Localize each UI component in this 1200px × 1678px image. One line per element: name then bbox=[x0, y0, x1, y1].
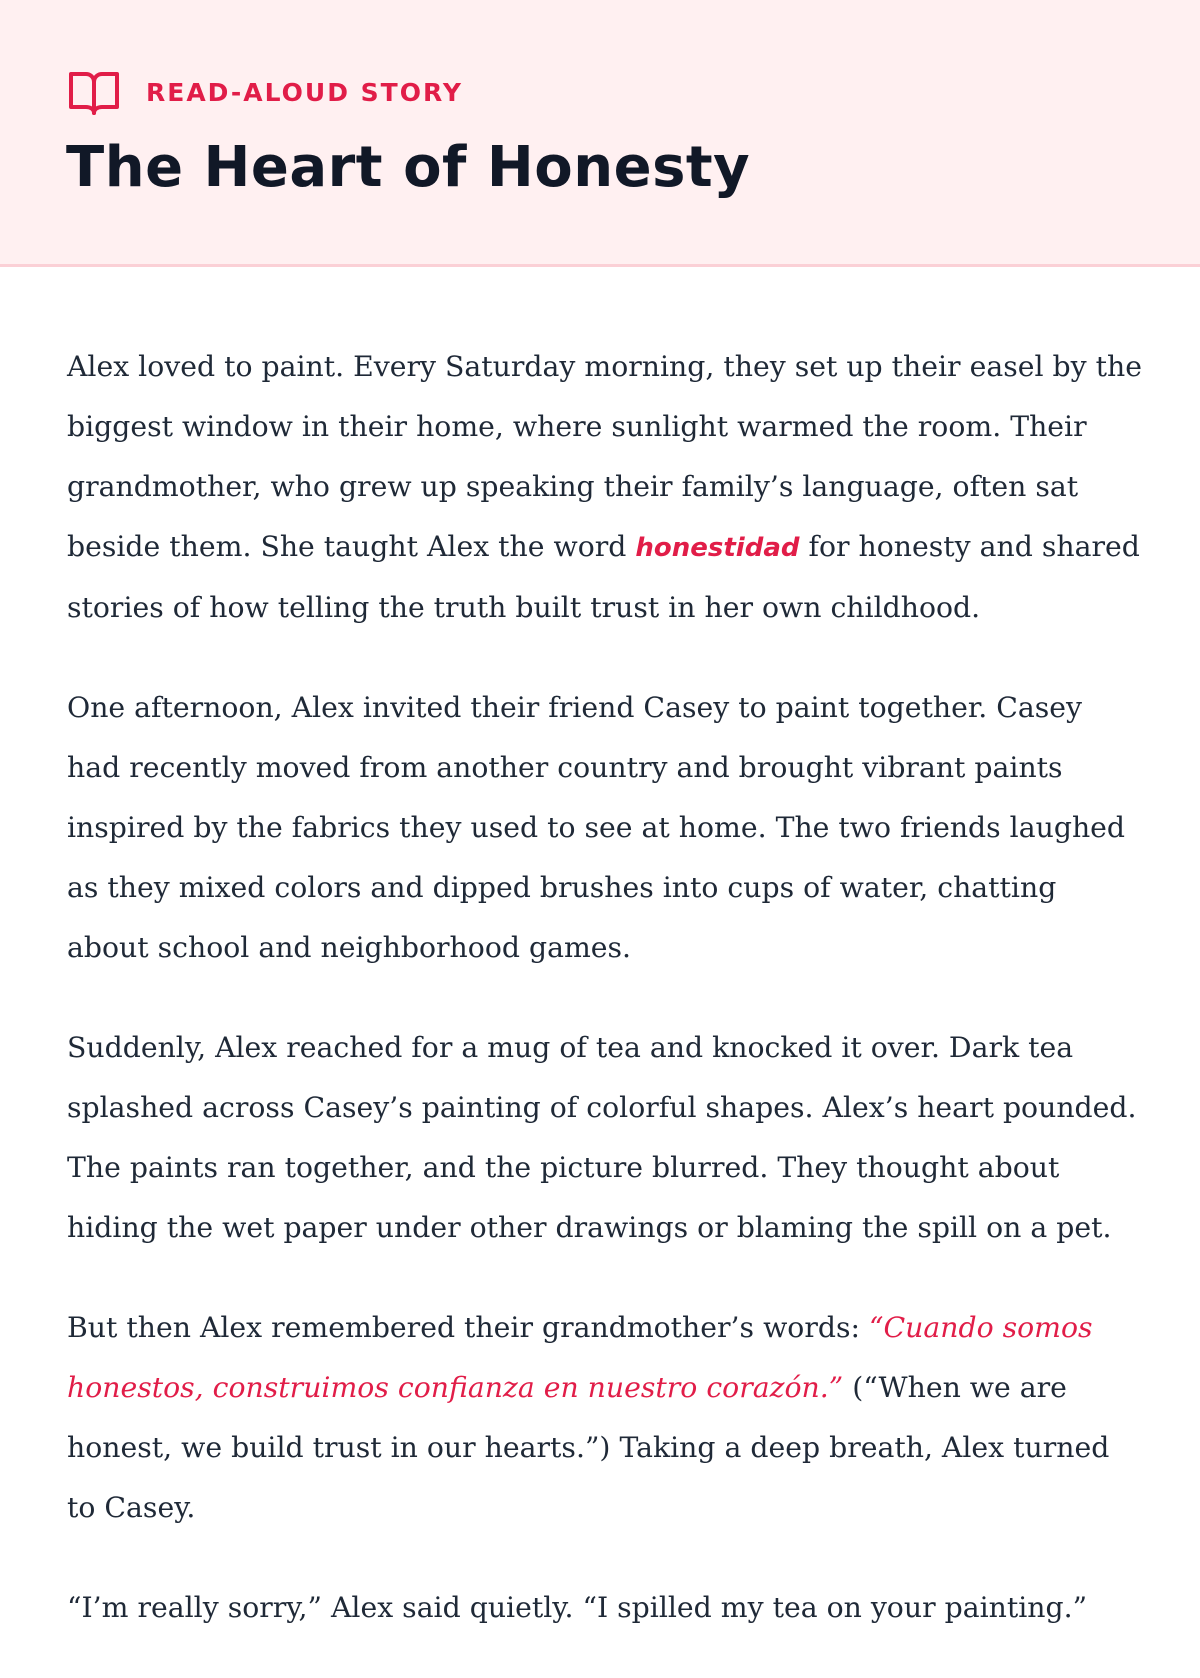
paragraph-text: But then Alex remembered their grandmother’s words: bbox=[67, 1311, 870, 1344]
paragraph-text: for honesty and shared stories of how telling the truth built trust in her own childhood. bbox=[67, 530, 1140, 624]
book-open-icon bbox=[68, 70, 120, 116]
vocab-term: honestidad bbox=[635, 533, 800, 563]
story-paragraph-3: Suddenly, Alex reached for a mug of tea and knocked it over. Dark tea splashed across Casey’s painting of colorful shapes. Alex’s heart pounded. The paints ran together, and the picture blurred. They thought about hiding the wet paper under other drawings or blaming the spill on a pet. bbox=[67, 1031, 1137, 1244]
spanish-quote: “Cuando somos honestos, construimos confianza en nuestro corazón.” bbox=[67, 1311, 1093, 1404]
eyebrow-label: READ-ALOUD STORY bbox=[146, 78, 463, 107]
story-paragraph-4 bbox=[67, 1298, 1142, 1538]
story-paragraph-2: One afternoon, Alex invited their friend Casey to paint together. Casey had recently moved from another country and brought vibrant paints inspired by the fabrics they used to see at home. The two friends laughed as they mixed colors and dipped brushes into cups of water, chatting about school and neighborhood games. bbox=[67, 691, 1126, 964]
eyebrow bbox=[68, 70, 463, 116]
story-paragraph-1 bbox=[67, 337, 1142, 638]
page-title: The Heart of Honesty bbox=[66, 135, 751, 200]
paragraph-text: Alex loved to paint. Every Saturday morning, they set up their easel by the biggest window in their home, where sunlight warmed the room. Their grandmother, who grew up speaking their family’s language, often sat beside them. She taught Alex the word bbox=[67, 350, 1142, 563]
story-header bbox=[0, 0, 1200, 267]
story-paragraph-5: “I’m really sorry,” Alex said quietly. “I spilled my tea on your painting.” bbox=[67, 1591, 1088, 1624]
story-body bbox=[67, 337, 1142, 1678]
paragraph-text: (“When we are honest, we build trust in our hearts.”) Taking a deep breath, Alex turned to Casey. bbox=[67, 1371, 1110, 1524]
